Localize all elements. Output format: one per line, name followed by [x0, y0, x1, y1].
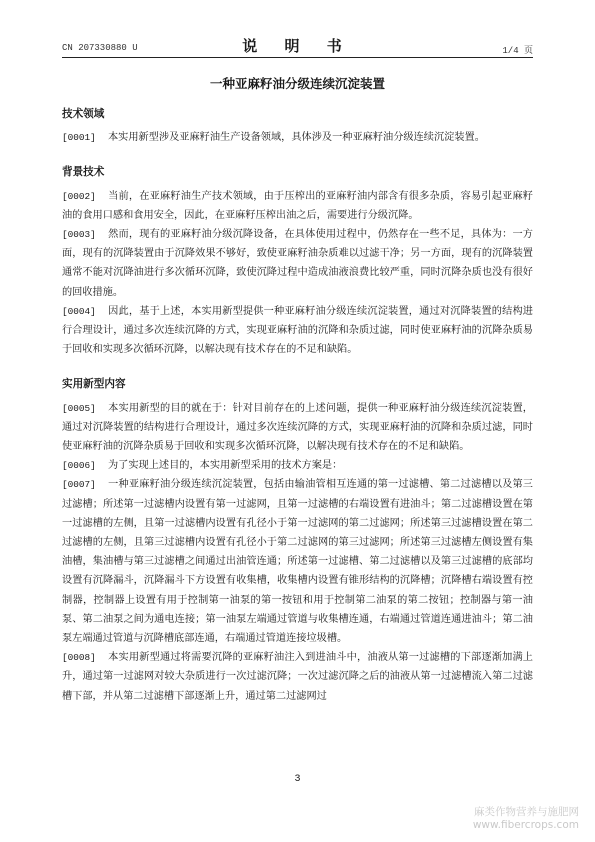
- watermark-site-name: 麻类作物营养与施肥网: [474, 806, 579, 818]
- paragraph: [62, 456, 533, 475]
- paragraph-text: 本实用新型的目的就在于：针对目前存在的上述问题，提供一种亚麻籽油分级连续沉淀装置，通过对沉降装置的结构进行合理设计，通过多次连续沉降的方式，实现亚麻籽油的沉降和杂质过滤，同时使亚麻籽油的沉降杂质易于回收和实现多次循环沉降，以解决现有技术存在的不足和缺陷。: [62, 402, 533, 453]
- page-indicator: 1/4 页: [502, 46, 533, 56]
- paragraph-number: [0006]: [62, 460, 96, 472]
- paragraph: [62, 475, 533, 648]
- section-utility-model-content: [62, 375, 533, 705]
- paragraph: [62, 399, 533, 457]
- section-heading: 实用新型内容: [62, 378, 126, 391]
- paragraph-number: [0003]: [62, 229, 96, 241]
- paragraph-number: [0005]: [62, 402, 96, 414]
- page-header: [62, 33, 533, 55]
- paragraph-text: 然而，现有的亚麻籽油分级沉降设备，在具体使用过程中，仍然存在一些不足，具体为：一方面，现有的沉降装置由于沉降效果不够好，致使亚麻籽油杂质难以过滤干净；另一方面，现有的沉降装置通常不能对沉降油进行多次循环沉降，致使沉降过程中造成油液浪费比较严重，同时沉降杂质也没有很好的回收措施。: [62, 229, 533, 298]
- header-divider: [62, 57, 533, 58]
- publication-number: CN 207330880 U: [62, 43, 138, 53]
- paragraph-number: [0004]: [62, 305, 96, 317]
- section-heading: 技术领域: [62, 108, 105, 120]
- paragraph: [62, 648, 533, 706]
- paragraph-text: 为了实现上述目的，本实用新型采用的技术方案是：: [108, 460, 343, 472]
- section-gap: [62, 359, 533, 375]
- document-title: 一种亚麻籽油分级连续沉淀装置: [209, 76, 385, 91]
- paragraph: [62, 225, 533, 302]
- paragraph-number: [0008]: [62, 652, 96, 664]
- page-number: 3: [294, 774, 301, 785]
- section-gap: [62, 147, 533, 163]
- paragraph-text: 本实用新型涉及亚麻籽油生产设备领域，具体涉及一种亚麻籽油分级连续沉淀装置。: [108, 132, 485, 144]
- paragraph-text: 本实用新型通过将需要沉降的亚麻籽油注入到进油斗中，油液从第一过滤槽的下部逐渐加满上升，通过第一过滤网对较大杂质进行一次过滤沉降；一次过滤沉降之后的油液从第一过滤槽流入第二过滤槽下部，并从第二过滤槽下部逐渐上升，通过第二过滤网过: [62, 652, 533, 702]
- document-body: [62, 105, 533, 706]
- paragraph-number: [0007]: [62, 479, 96, 491]
- section-technical-field: [62, 105, 533, 147]
- section-background: [62, 163, 533, 359]
- paragraph-text: 当前，在亚麻籽油生产技术领域，由于压榨出的亚麻籽油内部含有很多杂质，容易引起亚麻籽油的食用口感和食用安全，因此，在亚麻籽压榨出油之后，需要进行分级沉降。: [62, 190, 533, 221]
- paragraph: [62, 128, 533, 147]
- paragraph-text: 因此，基于上述，本实用新型提供一种亚麻籽油分级连续沉淀装置，通过对沉降装置的结构进行合理设计，通过多次连续沉降的方式，实现亚麻籽油的沉降和杂质过滤，同时使亚麻籽油的沉降杂质易于回收和实现多次循环沉降，以解决现有技术存在的不足和缺陷。: [62, 305, 533, 356]
- document-type: 说 明 书: [242, 37, 353, 55]
- paragraph: [62, 302, 533, 360]
- paragraph-number: [0002]: [62, 190, 96, 202]
- paragraph: [62, 187, 533, 225]
- watermark-url: www.fibercrops.com: [472, 819, 579, 831]
- section-heading: 背景技术: [62, 166, 105, 179]
- paragraph-number: [0001]: [62, 132, 96, 144]
- site-watermark: [473, 806, 579, 832]
- paragraph-text: 一种亚麻籽油分级连续沉淀装置，包括由输油管相互连通的第一过滤槽、第二过滤槽以及第三过滤槽；所述第一过滤槽内设置有第一过滤网，且第一过滤槽的右端设置有进油斗；第二过滤槽设置在第一过滤槽的左侧，且第一过滤槽内设置有孔径小于第一过滤网的第二过滤网；所述第三过滤槽设置在第二过滤槽的左侧，且第三过滤槽内设置有孔径小于第二过滤网的第三过滤网；所述第三过滤槽左侧设置有集油槽，集油槽与第三过滤槽之间通过出油管连通；所述第一过滤槽、第二过滤槽以及第三过滤槽的底部均设置有沉降漏斗，沉降漏斗下方设置有收集槽，收集槽内设置有锥形结构的沉降槽；沉降槽右端设置有控制器，控制器上设置有用于控制第一油泵的第一按钮和用于控制第二油泵的第二按钮；控制器与第一油泵、第二油泵之间为通电连接；第一油泵左端通过管道与收集槽连通，右端通过管道连通进油斗；第二油泵左端通过管道与沉降槽底部连通，右端通过管道连接垃圾槽。: [62, 479, 533, 645]
